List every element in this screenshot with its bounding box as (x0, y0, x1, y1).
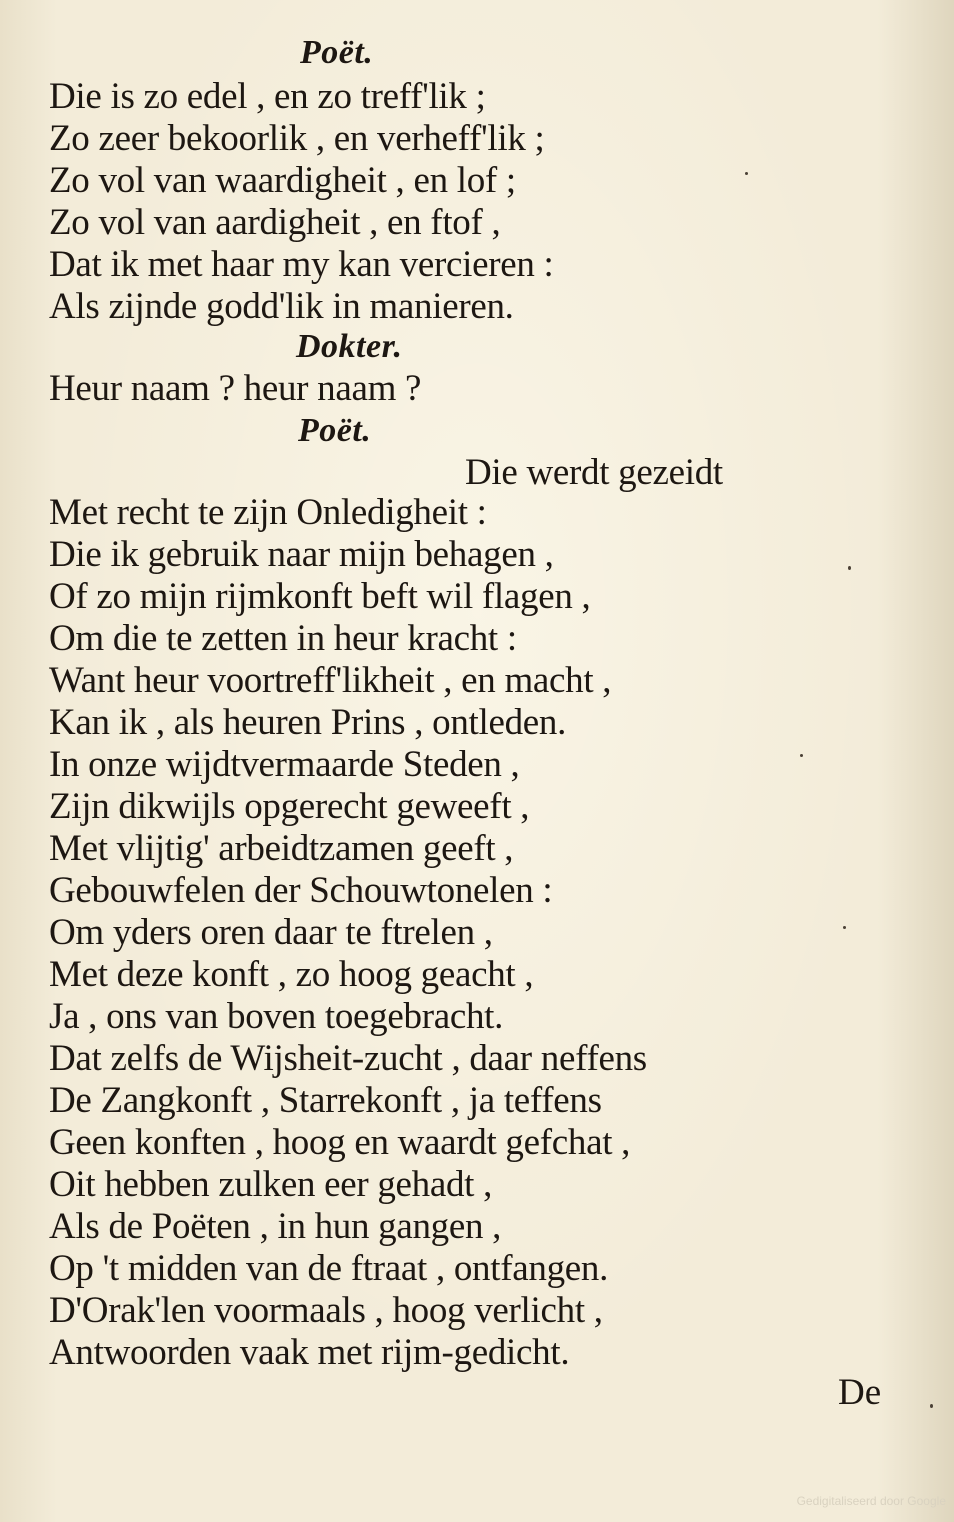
verse-line: Als de Poëten , in hun gangen , (49, 1206, 502, 1247)
verse-line: Zo vol van waardigheit , en lof ; (49, 160, 516, 201)
verse-line: Zo zeer bekoorlik , en verheff'lik ; (49, 118, 545, 159)
verse-line: Heur naam ? heur naam ? (49, 368, 422, 409)
verse-line: In onze wijdtvermaarde Steden , (49, 744, 520, 785)
verse-line: Dat zelfs de Wijsheit-zucht , daar neffens (49, 1038, 647, 1079)
verse-line: Die ik gebruik naar mijn behagen , (49, 534, 554, 575)
speaker-heading-dokter: Dokter. (296, 328, 403, 365)
digitization-watermark: Gedigitaliseerd door Google (796, 1494, 946, 1508)
verse-line: Zo vol van aardigheit , en ftof , (49, 202, 501, 243)
verse-line: Geen konften , hoog en waardt gefchat , (49, 1122, 631, 1163)
verse-line: De Zangkonft , Starrekonft , ja teffens (49, 1080, 602, 1121)
verse-line: Oit hebben zulken eer gehadt , (49, 1164, 493, 1205)
ink-speck (800, 754, 803, 757)
verse-line: Antwoorden vaak met rijm-gedicht. (49, 1332, 570, 1373)
verse-line: Met recht te zijn Onledigheit : (49, 492, 487, 533)
verse-line: Met deze konft , zo hoog geacht , (49, 954, 534, 995)
ink-speck (843, 926, 846, 929)
speaker-heading-poet: Poët. (300, 34, 374, 71)
verse-line: Op 't midden van de ftraat , ontfangen. (49, 1248, 609, 1289)
verse-line: D'Orak'len voormaals , hoog verlicht , (49, 1290, 603, 1331)
verse-line: Als zijnde godd'lik in manieren. (49, 286, 514, 327)
verse-line: Om die te zetten in heur kracht : (49, 618, 517, 659)
verse-line: Of zo mijn rijmkonft beft wil flagen , (49, 576, 591, 617)
verse-line: Ja , ons van boven toegebracht. (49, 996, 504, 1037)
catchword: De (838, 1372, 882, 1413)
ink-speck (745, 172, 748, 175)
ink-speck (848, 566, 851, 570)
verse-line: Want heur voortreff'likheit , en macht , (49, 660, 612, 701)
verse-line: Die is zo edel , en zo treff'lik ; (49, 76, 486, 117)
ink-speck (930, 1404, 933, 1408)
verse-line: Kan ik , als heuren Prins , ontleden. (49, 702, 567, 743)
verse-line: Dat ik met haar my kan vercieren : (49, 244, 554, 285)
verse-line: Gebouwfelen der Schouwtonelen : (49, 870, 553, 911)
verse-line: Zijn dikwijls opgerecht geweeft , (49, 786, 530, 827)
verse-line: Met vlijtig' arbeidtzamen geeft , (49, 828, 514, 869)
speaker-heading-poet: Poët. (298, 412, 372, 449)
verse-line-indented: Die werdt gezeidt (465, 452, 723, 493)
verse-line: Om yders oren daar te ftrelen , (49, 912, 493, 953)
